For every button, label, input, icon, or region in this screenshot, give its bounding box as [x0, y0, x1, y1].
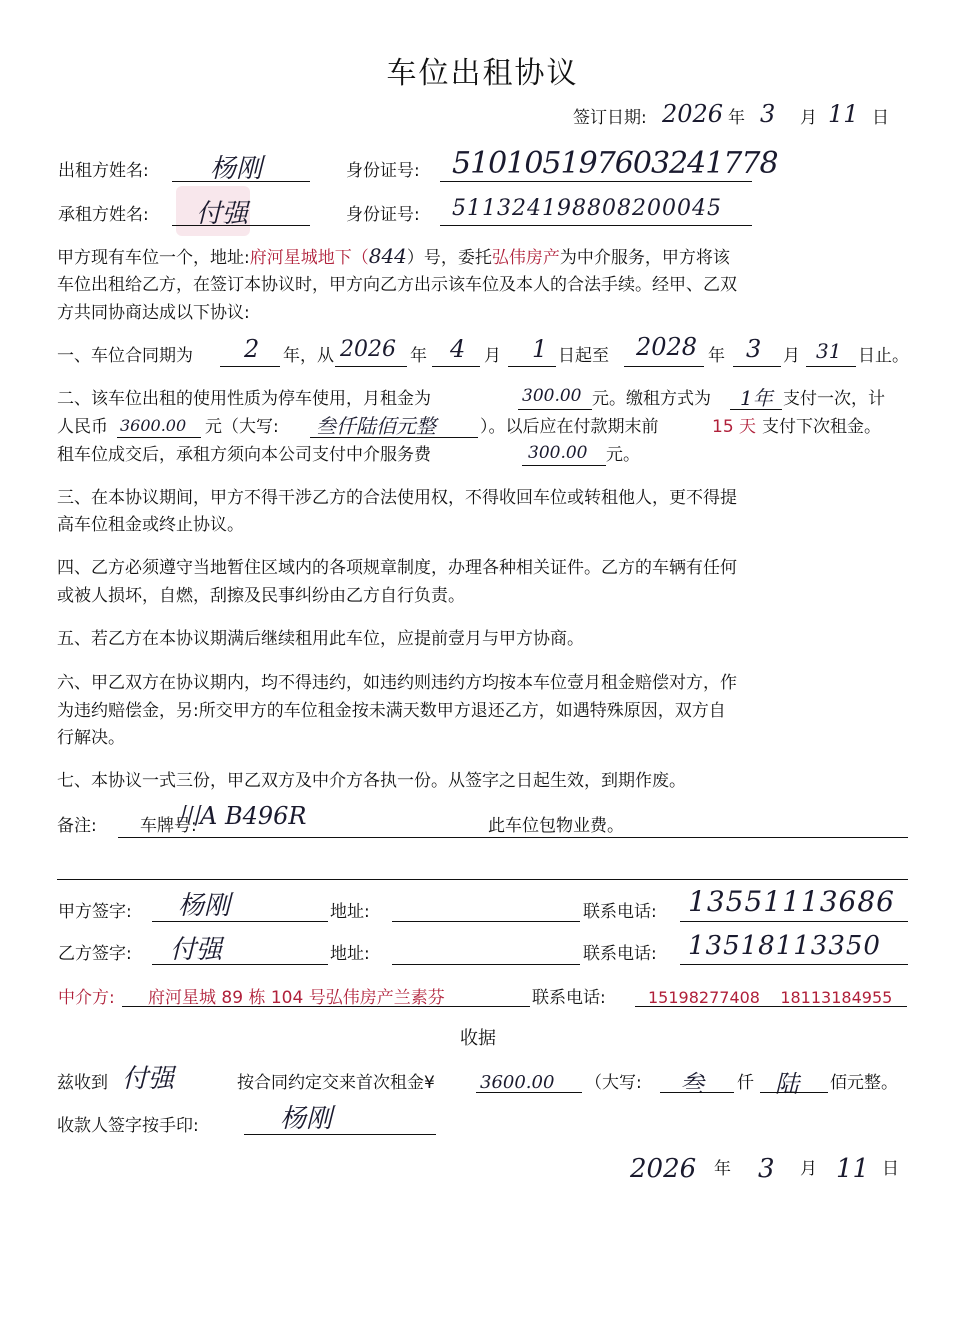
- remarks-note: 此车位包物业费。: [488, 816, 624, 836]
- clause1-end-year: 2028: [636, 333, 698, 361]
- party-b-phone-line: [680, 964, 908, 965]
- lessee-id-label: 身份证号:: [346, 205, 420, 225]
- lessor-id-line: [440, 181, 752, 182]
- clause1-start-day: 1: [532, 335, 548, 363]
- sign-date-month: 3: [760, 100, 776, 128]
- receipt-b: 按合同约定交来首次租金¥: [237, 1073, 435, 1093]
- clause1-end-day: 31: [816, 339, 842, 363]
- clause1-start-year: 2026: [340, 337, 396, 362]
- intro-address: 府河星城地下（: [249, 248, 369, 268]
- clause2-total-line: [117, 437, 201, 438]
- agent-phone-label: 联系电话:: [532, 988, 606, 1008]
- clause6-line-3: 行解决。: [57, 728, 125, 748]
- intro-space-no: 844: [368, 244, 407, 268]
- agent-phone-line: [635, 1006, 907, 1007]
- party-b-addr-line: [392, 964, 580, 965]
- lessee-name-line: [172, 225, 310, 226]
- intro-agency: 弘伟房产: [491, 248, 560, 268]
- lessor-name: 杨刚: [210, 154, 263, 184]
- party-a-phone: 13551113686: [688, 885, 895, 918]
- clause2-c: 支付一次，计: [783, 389, 885, 409]
- clause4-line-2: 或被人损坏，自燃，刮擦及民事纠纷由乙方自行负责。: [57, 586, 465, 606]
- lessor-name-line: [172, 181, 310, 182]
- party-b-sign-label: 乙方签字:: [58, 944, 132, 964]
- intro-text-3: 为中介服务，甲方将该: [559, 248, 730, 268]
- clause2-total-words: 叁仟陆佰元整: [316, 414, 436, 438]
- receipt-d2-line: [760, 1092, 828, 1093]
- plate-label: 车牌号:: [140, 816, 197, 836]
- receipt-d1: 叁: [680, 1070, 704, 1098]
- page-title: 车位出租协议: [386, 56, 579, 91]
- clause2-pay-period: 1年: [740, 386, 773, 410]
- party-a-phone-line: [680, 921, 908, 922]
- clause2-d: 人民币: [57, 417, 108, 437]
- sign-date-year: 2026: [662, 100, 724, 128]
- intro-text-2: ）号，委托: [406, 248, 492, 268]
- clause6-line-1: 六、甲乙双方在协议期内，均不得违约，如违约则违约方均按本车位壹月租金赔偿对方，作: [57, 673, 737, 693]
- clause2-monthly-rent: 300.00: [522, 386, 582, 406]
- clause1-a: 一、车位合同期为: [57, 346, 193, 366]
- receipt-amount: 3600.00: [480, 1072, 555, 1093]
- clause1-years-line: [220, 366, 280, 367]
- clause1-end-month: 3: [746, 335, 762, 363]
- receipt-day: 11: [836, 1154, 870, 1184]
- intro-line-2: 车位出租给乙方，在签订本协议时，甲方向乙方出示该车位及本人的合法手续。经甲、乙双: [57, 275, 737, 295]
- clause2-h: 租车位成交后，承租方须向本公司支付中介服务费: [57, 445, 431, 465]
- clause1-d: 月: [484, 346, 501, 366]
- agent-label: 中介方:: [58, 988, 115, 1008]
- party-b-addr-label: 地址:: [330, 944, 370, 964]
- intro-line-3: 方共同协商达成以下协议:: [57, 303, 250, 323]
- intro-text-1: 甲方现有车位一个，地址:: [57, 248, 250, 268]
- clause1-end-day-line: [806, 366, 856, 367]
- sign-date-day: 11: [828, 100, 859, 128]
- receipt-a: 兹收到: [57, 1073, 108, 1093]
- lessor-name-label: 出租方姓名:: [58, 161, 149, 181]
- sign-date-label: 签订日期:: [573, 108, 647, 128]
- plate-number: 川A B496R: [176, 802, 307, 830]
- clause4-line-1: 四、乙方必须遵守当地暂住区域内的各项规章制度，办理各种相关证件。乙方的车辆有任何: [57, 558, 737, 578]
- agent-phones: 15198277408 18113184955: [648, 988, 893, 1007]
- sign-date-day-unit: 日: [872, 108, 889, 128]
- receipt-title: 收据: [460, 1028, 496, 1049]
- lessee-id-line: [440, 225, 752, 226]
- remarks-label: 备注:: [57, 816, 97, 836]
- receipt-f: 佰元整。: [830, 1073, 898, 1093]
- receipt-month-unit: 月: [800, 1159, 817, 1179]
- receipt-c: （大写:: [585, 1073, 642, 1093]
- clause2-e: 元（大写:: [205, 417, 279, 437]
- clause2-total: 3600.00: [120, 416, 187, 435]
- clause1-e: 日起至: [558, 346, 609, 366]
- lessor-id: 510105197603241778: [452, 146, 778, 181]
- receipt-year-unit: 年: [714, 1159, 731, 1179]
- agent-line: [122, 1006, 530, 1007]
- clause2-rent-line: [518, 409, 592, 410]
- clause2-period-line: [730, 409, 782, 410]
- clause1-g: 月: [783, 346, 800, 366]
- clause1-years: 2: [244, 335, 260, 363]
- clause1-b: 年，从: [283, 346, 334, 366]
- clause2-b: 元。缴租方式为: [592, 389, 711, 409]
- party-a-sign-label: 甲方签字:: [58, 902, 132, 922]
- clause2-f: ）。以后应在付款期末前: [480, 417, 659, 437]
- lessor-id-label: 身份证号:: [346, 161, 420, 181]
- party-a-sign-line: [152, 921, 328, 922]
- clause1-start-day-line: [508, 366, 556, 367]
- receipt-payer: 付强: [122, 1064, 175, 1094]
- party-b-sign-line: [152, 964, 328, 965]
- clause2-a: 二、该车位出租的使用性质为停车使用，月租金为: [57, 389, 431, 409]
- clause1-start-year-line: [335, 366, 407, 367]
- party-a-signature: 杨刚: [178, 891, 231, 921]
- receipt-month: 3: [758, 1154, 775, 1184]
- clause2-fee-line: [522, 465, 606, 466]
- clause3-line-1: 三、在本协议期间，甲方不得干涉乙方的合法使用权，不得收回车位或转租他人，更不得提: [57, 488, 737, 508]
- clause1-start-month: 4: [450, 335, 466, 363]
- party-b-signature: 付强: [170, 935, 223, 965]
- receipt-signer: 杨刚: [280, 1104, 333, 1134]
- clause7: 七、本协议一式三份，甲乙双方及中介方各执一份。从签字之日起生效，到期作废。: [57, 771, 686, 791]
- receipt-e: 仟: [737, 1073, 754, 1093]
- party-a-phone-label: 联系电话:: [583, 902, 657, 922]
- sign-date-year-unit: 年: [728, 108, 745, 128]
- clause2-fee: 300.00: [528, 443, 588, 463]
- lessee-id: 511324198808200045: [452, 196, 722, 221]
- receipt-d1-line: [660, 1092, 734, 1093]
- lessee-name: 付强: [196, 199, 249, 229]
- clause2-words-line: [310, 437, 478, 438]
- clause2-days: 15 天: [712, 417, 757, 437]
- lessee-name-label: 承租方姓名:: [58, 205, 149, 225]
- clause1-end-year-line: [624, 366, 704, 367]
- receipt-amount-line: [476, 1092, 582, 1093]
- party-b-phone-label: 联系电话:: [583, 944, 657, 964]
- clause3-line-2: 高车位租金或终止协议。: [57, 515, 244, 535]
- receipt-sign-line: [244, 1134, 436, 1135]
- clause2-g: 支付下次租金。: [762, 417, 881, 437]
- receipt-d2: 陆: [775, 1070, 799, 1098]
- clause1-f: 年: [708, 346, 725, 366]
- clause1-start-month-line: [432, 366, 480, 367]
- receipt-sign-label: 收款人签字按手印:: [57, 1116, 199, 1136]
- clause1-end-month-line: [733, 366, 781, 367]
- clause1-c: 年: [410, 346, 427, 366]
- party-a-addr-line: [392, 921, 580, 922]
- receipt-day-unit: 日: [882, 1159, 899, 1179]
- clause5: 五、若乙方在本协议期满后继续租用此车位，应提前壹月与甲方协商。: [57, 629, 584, 649]
- clause6-line-2: 为违约赔偿金，另:所交甲方的车位租金按未满天数甲方退还乙方，如遇特殊原因，双方自: [57, 701, 726, 721]
- receipt-year: 2026: [630, 1154, 697, 1184]
- agent-value: 府河星城 89 栋 104 号弘伟房产兰素芬: [148, 988, 445, 1008]
- remarks-line: [118, 837, 908, 838]
- intro-line-1: [57, 245, 730, 269]
- party-a-addr-label: 地址:: [330, 902, 370, 922]
- clause1-h: 日止。: [858, 346, 909, 366]
- party-b-phone: 13518113350: [688, 931, 881, 961]
- separator-line: [57, 879, 908, 880]
- clause2-i: 元。: [606, 445, 640, 465]
- sign-date-month-unit: 月: [800, 108, 817, 128]
